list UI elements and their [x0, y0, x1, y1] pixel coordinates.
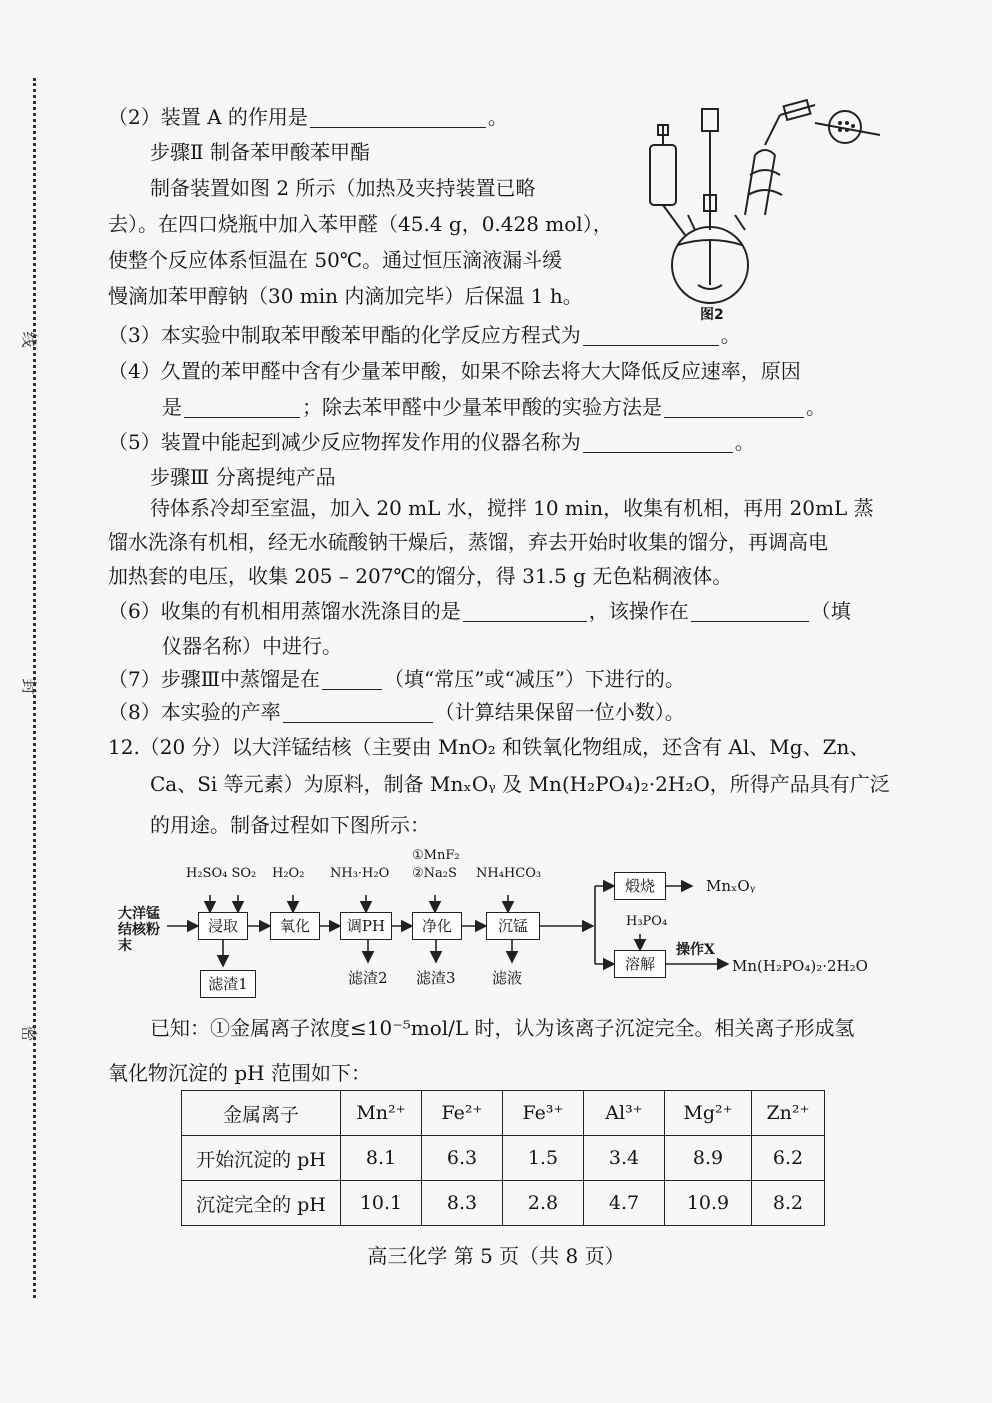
table-cell: 4.7 [584, 1181, 665, 1226]
table-header-cell: Mg²⁺ [665, 1091, 752, 1136]
step-adjust-ph: 调PH [340, 912, 392, 940]
table-header-cell: Al³⁺ [584, 1091, 665, 1136]
answer-blank [691, 601, 809, 622]
question-6-line2: 仪器名称）中进行。 [162, 634, 342, 658]
product-mnxoy: MnₓOᵧ [706, 877, 756, 895]
reagent-precipitate: NH₄HCO₃ [476, 866, 542, 881]
table-cell: 10.9 [665, 1181, 752, 1226]
table-cell: 8.9 [665, 1136, 752, 1181]
table-cell: 1.5 [503, 1136, 584, 1181]
table-header-cell: Fe³⁺ [503, 1091, 584, 1136]
answer-blank [463, 601, 587, 622]
paragraph-line: 制备装置如图 2 所示（加热及夹持装置已略 [150, 176, 536, 200]
answer-blank [664, 397, 804, 418]
table-cell: 6.3 [422, 1136, 503, 1181]
question-7: （7）步骤Ⅲ中蒸馏是在 （填“常压”或“减压”）下进行的。 [108, 667, 685, 691]
table-cell: 沉淀完全的 pH [182, 1181, 341, 1226]
question-4-line1: （4）久置的苯甲醛中含有少量苯甲酸，如果不除去将大大降低反应速率，原因 [108, 359, 801, 383]
paragraph-line: 馏水洗涤有机相，经无水硫酸钠干燥后，蒸馏，弃去开始时收集的馏分，再调高电 [108, 530, 828, 554]
step-3-title: 步骤Ⅲ 分离提纯产品 [150, 465, 336, 489]
paragraph-line: 使整个反应体系恒温在 50℃。通过恒压滴液漏斗缓 [108, 248, 563, 272]
table-cell: 6.2 [752, 1136, 825, 1181]
page-footer: 高三化学 第 5 页（共 8 页） [367, 1244, 625, 1268]
reagent-purify-1: ①MnF₂ [412, 848, 460, 863]
table-cell: 10.1 [341, 1181, 422, 1226]
table-cell: 3.4 [584, 1136, 665, 1181]
table-header-cell: 金属离子 [182, 1091, 341, 1136]
question-12-line3: 的用途。制备过程如下图所示： [150, 813, 430, 837]
residue-3: 滤渣3 [416, 969, 456, 987]
answer-blank [310, 107, 486, 128]
table-row [182, 1181, 825, 1226]
filtrate: 滤液 [492, 969, 523, 987]
step-oxidize: 氧化 [270, 912, 320, 940]
known-line1: 已知：①金属离子浓度≤10⁻⁵mol/L 时，认为该离子沉淀完全。相关离子形成氢 [150, 1016, 855, 1040]
answer-blank [283, 702, 433, 723]
step-leach: 浸取 [198, 912, 248, 940]
reagent-adjust: NH₃·H₂O [330, 866, 390, 881]
question-12-line2: Ca、Si 等元素）为原料，制备 MnₓOᵧ 及 Mn(H₂PO₄)₂·2H₂O，所得产品具有广泛 [150, 772, 890, 796]
paragraph-line: 慢滴加苯甲醇钠（30 min 内滴加完毕）后保温 1 h。 [108, 284, 583, 308]
question-6-line1: （6）收集的有机相用蒸馏水洗涤目的是 ，该操作在 （填 [108, 599, 851, 623]
table-header-cell: Zn²⁺ [752, 1091, 825, 1136]
margin-char-mi: 密 [19, 1025, 39, 1042]
paragraph-line: 待体系冷却至室温，加入 20 mL 水，搅拌 10 min，收集有机相，再用 20mL 蒸 [150, 496, 874, 520]
answer-blank [583, 325, 719, 346]
raw-material-label: 大洋锰结核粉末 [118, 906, 160, 954]
reagent-purify-2: ②Na₂S [412, 866, 457, 881]
margin-char-xian: 线 [19, 331, 39, 348]
table-cell: 8.3 [422, 1181, 503, 1226]
answer-blank [322, 669, 382, 690]
paragraph-line: 加热套的电压，收集 205 – 207℃的馏分，得 31.5 g 无色粘稠液体。 [108, 564, 733, 588]
step-calcine: 煅烧 [614, 872, 666, 900]
table-header-cell: Mn²⁺ [341, 1091, 422, 1136]
step-precipitate: 沉锰 [486, 912, 540, 940]
apparatus-figure [640, 95, 890, 325]
figure-2-caption: 图2 [700, 307, 724, 323]
residue-2: 滤渣2 [348, 969, 388, 987]
product-mn-phosphate: Mn(H₂PO₄)₂·2H₂O [732, 957, 868, 975]
answer-blank [184, 397, 300, 418]
table-row [182, 1091, 825, 1136]
question-3: （3）本实验中制取苯甲酸苯甲酯的化学反应方程式为 。 [108, 323, 741, 347]
ph-table [181, 1090, 825, 1226]
step-2-title: 步骤Ⅱ 制备苯甲酸苯甲酯 [150, 140, 370, 164]
question-2: （2）装置 A 的作用是 。 [108, 105, 508, 129]
reagent-oxidize: H₂O₂ [272, 866, 305, 881]
question-12-line1: 12.（20 分）以大洋锰结核（主要由 MnO₂ 和铁氧化物组成，还含有 Al、Mg、Zn、 [108, 735, 870, 759]
reagent-dissolve: H₃PO₄ [626, 914, 668, 929]
question-4-line2: 是 ；除去苯甲醛中少量苯甲酸的实验方法是 。 [162, 395, 826, 419]
table-header-cell: Fe²⁺ [422, 1091, 503, 1136]
reagent-leach: H₂SO₄ SO₂ [186, 866, 257, 881]
table-cell: 开始沉淀的 pH [182, 1136, 341, 1181]
operation-x: 操作X [676, 942, 715, 958]
residue-1: 滤渣1 [200, 970, 256, 998]
paragraph-line: 去）。在四口烧瓶中加入苯甲醛（45.4 g，0.428 mol）， [108, 212, 613, 236]
table-cell: 8.1 [341, 1136, 422, 1181]
table-cell: 2.8 [503, 1181, 584, 1226]
table-row [182, 1136, 825, 1181]
known-line2: 氧化物沉淀的 pH 范围如下： [108, 1061, 371, 1085]
question-5: （5）装置中能起到减少反应物挥发作用的仪器名称为 。 [108, 430, 755, 454]
margin-char-feng: 封 [19, 678, 39, 695]
question-8: （8）本实验的产率 （计算结果保留一位小数）。 [108, 700, 685, 724]
step-dissolve: 溶解 [614, 950, 666, 978]
step-purify: 净化 [412, 912, 462, 940]
answer-blank [583, 432, 733, 453]
table-cell: 8.2 [752, 1181, 825, 1226]
